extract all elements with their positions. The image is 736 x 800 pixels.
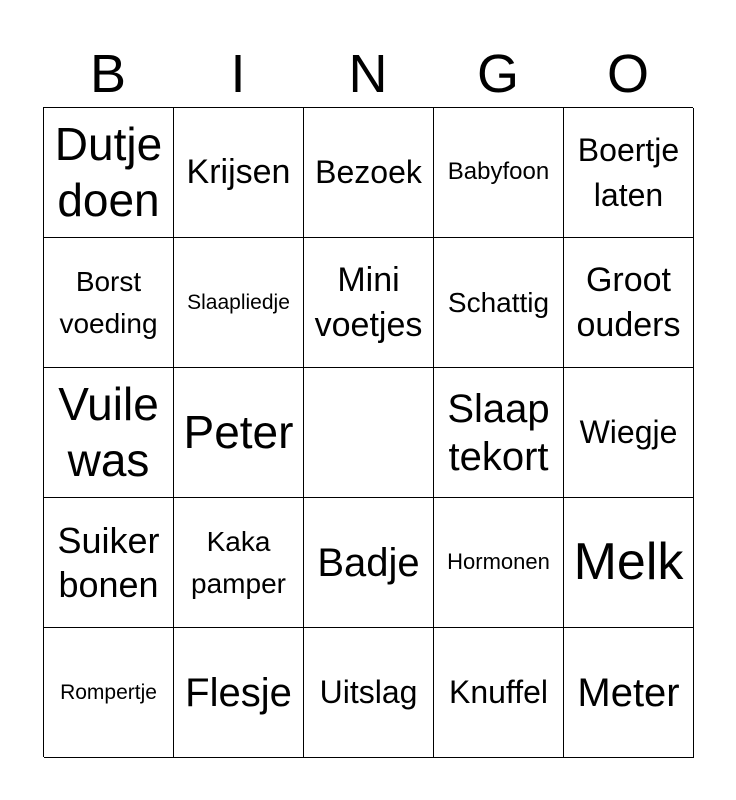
cell-text: Boertje laten bbox=[577, 131, 680, 213]
cell-text: Melk bbox=[573, 533, 684, 592]
cell-text: Uitslag bbox=[319, 674, 418, 711]
cell-text: Kaka pamper bbox=[191, 525, 286, 599]
bingo-cell[interactable] bbox=[434, 108, 564, 238]
header-letter-g: G bbox=[476, 44, 519, 104]
cell-text: Rompertje bbox=[60, 680, 157, 704]
bingo-cell[interactable] bbox=[44, 498, 174, 628]
cell-text: Hormonen bbox=[447, 549, 550, 575]
bingo-cell[interactable] bbox=[174, 368, 304, 498]
cell-text: Krijsen bbox=[186, 153, 291, 192]
bingo-cell[interactable] bbox=[564, 238, 694, 368]
cell-text: Mini voetjes bbox=[314, 261, 423, 344]
bingo-cell[interactable] bbox=[434, 368, 564, 498]
cell-text: Dutje doen bbox=[54, 118, 163, 226]
header-letter-b: B bbox=[89, 44, 127, 104]
cell-text: Flesje bbox=[185, 670, 292, 715]
cell-text: Knuffel bbox=[448, 674, 549, 711]
cell-text: Meter bbox=[577, 670, 680, 715]
cell-text: Vuile was bbox=[58, 378, 159, 486]
bingo-cell[interactable] bbox=[434, 498, 564, 628]
bingo-cell[interactable] bbox=[304, 628, 434, 758]
bingo-cell[interactable] bbox=[44, 368, 174, 498]
cell-text: Badje bbox=[317, 540, 420, 585]
bingo-card bbox=[43, 107, 693, 757]
cell-text: Bezoek bbox=[315, 154, 422, 191]
bingo-cell[interactable] bbox=[304, 498, 434, 628]
bingo-cell[interactable] bbox=[564, 498, 694, 628]
cell-text: Groot ouders bbox=[576, 261, 681, 344]
header-letter-o: O bbox=[606, 44, 649, 104]
header-letter-n: N bbox=[348, 44, 388, 104]
cell-text: Wiegje bbox=[579, 414, 678, 451]
bingo-cell[interactable] bbox=[44, 108, 174, 238]
bingo-cell[interactable] bbox=[564, 368, 694, 498]
cell-text: Babyfoon bbox=[447, 158, 550, 186]
bingo-cell[interactable] bbox=[174, 628, 304, 758]
bingo-cell[interactable] bbox=[44, 628, 174, 758]
header-letter-i: I bbox=[230, 44, 246, 104]
bingo-cell[interactable] bbox=[434, 238, 564, 368]
bingo-cell[interactable] bbox=[44, 238, 174, 368]
cell-text: Slaap tekort bbox=[447, 386, 550, 479]
bingo-cell[interactable] bbox=[434, 628, 564, 758]
bingo-cell[interactable] bbox=[304, 238, 434, 368]
bingo-cell[interactable] bbox=[564, 108, 694, 238]
cell-text: Borst voeding bbox=[59, 265, 158, 339]
bingo-cell[interactable] bbox=[174, 108, 304, 238]
cell-text: Slaapliedje bbox=[187, 290, 290, 314]
bingo-cell[interactable] bbox=[174, 238, 304, 368]
free-space-cell[interactable] bbox=[304, 368, 434, 498]
bingo-cell[interactable] bbox=[304, 108, 434, 238]
bingo-cell[interactable] bbox=[564, 628, 694, 758]
cell-text: Peter bbox=[183, 405, 294, 458]
bingo-cell[interactable] bbox=[174, 498, 304, 628]
cell-text: Schattig bbox=[447, 286, 550, 318]
bingo-header bbox=[43, 42, 693, 106]
cell-text: Suiker bonen bbox=[57, 520, 160, 605]
